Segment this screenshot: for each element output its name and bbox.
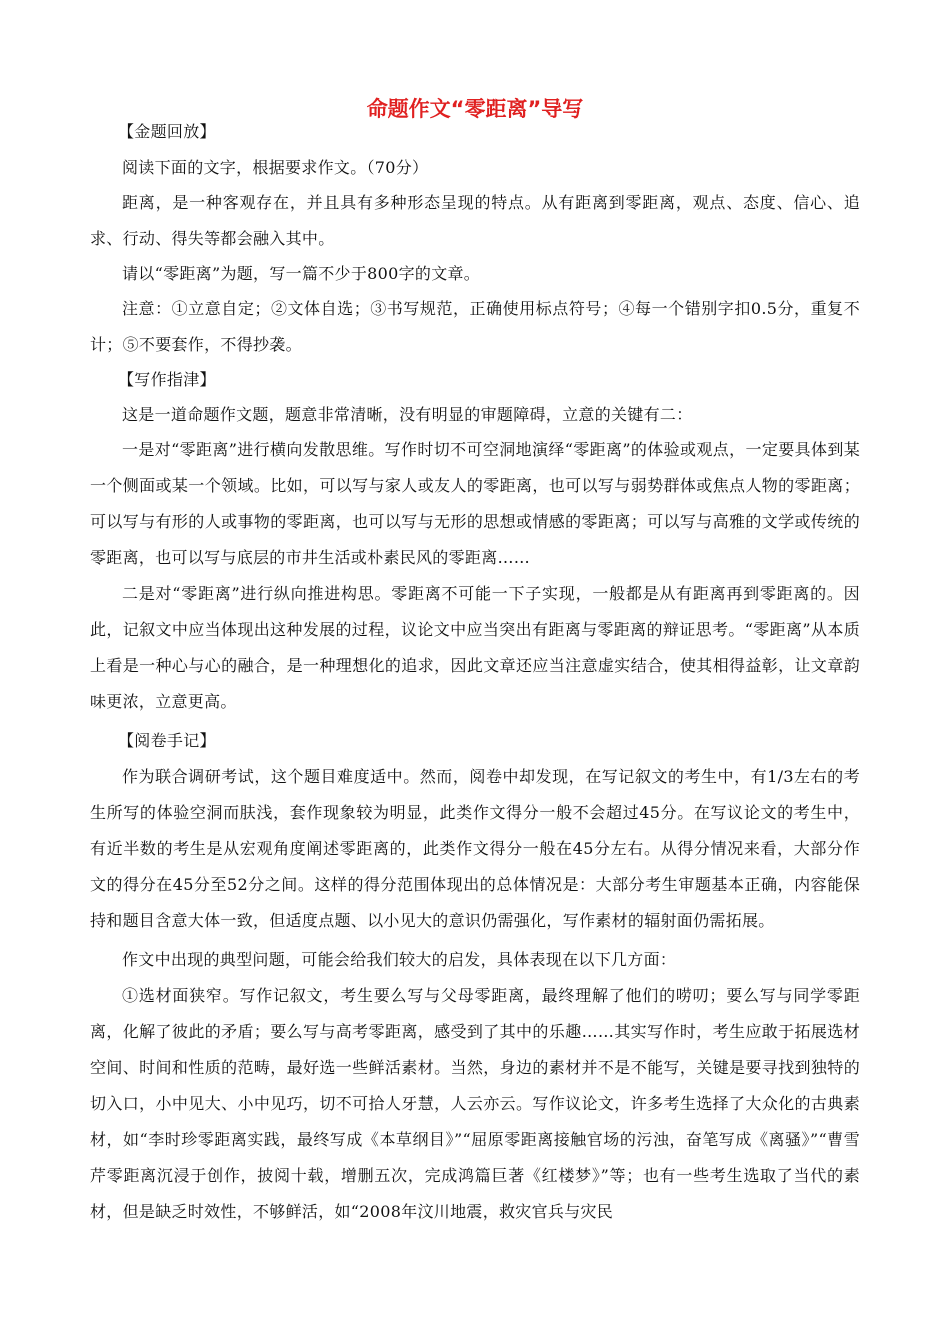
prompt-instruction: 阅读下面的文字，根据要求作文。（70分） xyxy=(122,158,429,177)
marking-issue-one: ①选材面狭窄。写作记叙文，考生要么写与父母零距离，最终理解了他们的唠叨；要么写与同学零距离，化解了彼此的矛盾；要么写与高考零距离，感受到了其中的乐趣……其实写作时，考生应敢于拓展选材空间、时间和性质的范畴，最好选一些鲜活素材。当然，身边的素材并不是不能写，关键是要寻找到独特的切入口，小中见大、小中见巧，切不可拾人牙慧，人云亦云。写作议论文，许多考生选择了大众化的古典素材，如“李时珍零距离实践，最终写成《本草纲目》”“屈原零距离接触官场的污浊，奋笔写成《离骚》”“曹雪芹零距离沉浸于创作，披阅十载，增删五次，完成鸿篇巨著《红楼梦》”等；也有一些考生选取了当代的素材，但是缺乏时效性，不够鲜活，如“2008年汶川地震，救灾官兵与灾民 xyxy=(90,986,860,1221)
guide-point-two: 二是对“零距离”进行纵向推进构思。零距离不可能一下子实现，一般都是从有距离再到零距离的。因此，记叙文中应当体现出这种发展的过程，议论文中应当突出有距离与零距离的辩证思考。“零距离”从本质上看是一种心与心的融合，是一种理想化的追求，因此文章还应当注意虚实结合，使其相得益彰，让文章韵味更浓，立意更高。 xyxy=(90,584,860,711)
marking-issues-intro: 作文中出现的典型问题，可能会给我们较大的启发，具体表现在以下几方面： xyxy=(122,950,677,969)
guide-point-one: 一是对“零距离”进行横向发散思维。写作时切不可空洞地演绎“零距离”的体验或观点，一定要具体到某一个侧面或某一个领域。比如，可以写与家人或友人的零距离，也可以写与弱势群体或焦点人物的零距离；可以写与有形的人或事物的零距离，也可以写与无形的思想或情感的零距离；可以写与高雅的文学或传统的零距离，也可以写与底层的市井生活或朴素民风的零距离…… xyxy=(90,440,860,567)
prompt-material: 距离，是一种客观存在，并且具有多种形态呈现的特点。从有距离到零距离，观点、态度、信心、追求、行动、得失等都会融入其中。 xyxy=(90,193,860,248)
guide-intro: 这是一道命题作文题，题意非常清晰，没有明显的审题障碍，立意的关键有二： xyxy=(122,405,693,424)
marking-summary: 作为联合调研考试，这个题目难度适中。然而，阅卷中却发现，在写记叙文的考生中，有1/3左右的考生所写的体验空洞而肤浅，套作现象较为明显，此类作文得分一般不会超过45分。在写议论文的考生中，有近半数的考生是从宏观角度阐述零距离的，此类作文得分一般在45分左右。从得分情况来看，大部分作文的得分在45分至52分之间。这样的得分范围体现出的总体情况是：大部分考生审题基本正确，内容能保持和题目含意大体一致，但适度点题、以小见大的意识仍需强化，写作素材的辐射面仍需拓展。 xyxy=(90,767,860,930)
section-heading-marking: 【阅卷手记】 xyxy=(118,731,216,750)
page-title: 命题作文“零距离”导写 xyxy=(366,97,584,121)
prompt-notes: 注意：①立意自定；②文体自选；③书写规范，正确使用标点符号；④每一个错别字扣0.5分，重复不计；⑤不要套作，不得抄袭。 xyxy=(90,299,860,354)
prompt-task: 请以“零距离”为题，写一篇不少于800字的文章。 xyxy=(122,264,481,283)
section-heading-review: 【金题回放】 xyxy=(118,122,216,141)
section-heading-guide: 【写作指津】 xyxy=(118,370,216,389)
